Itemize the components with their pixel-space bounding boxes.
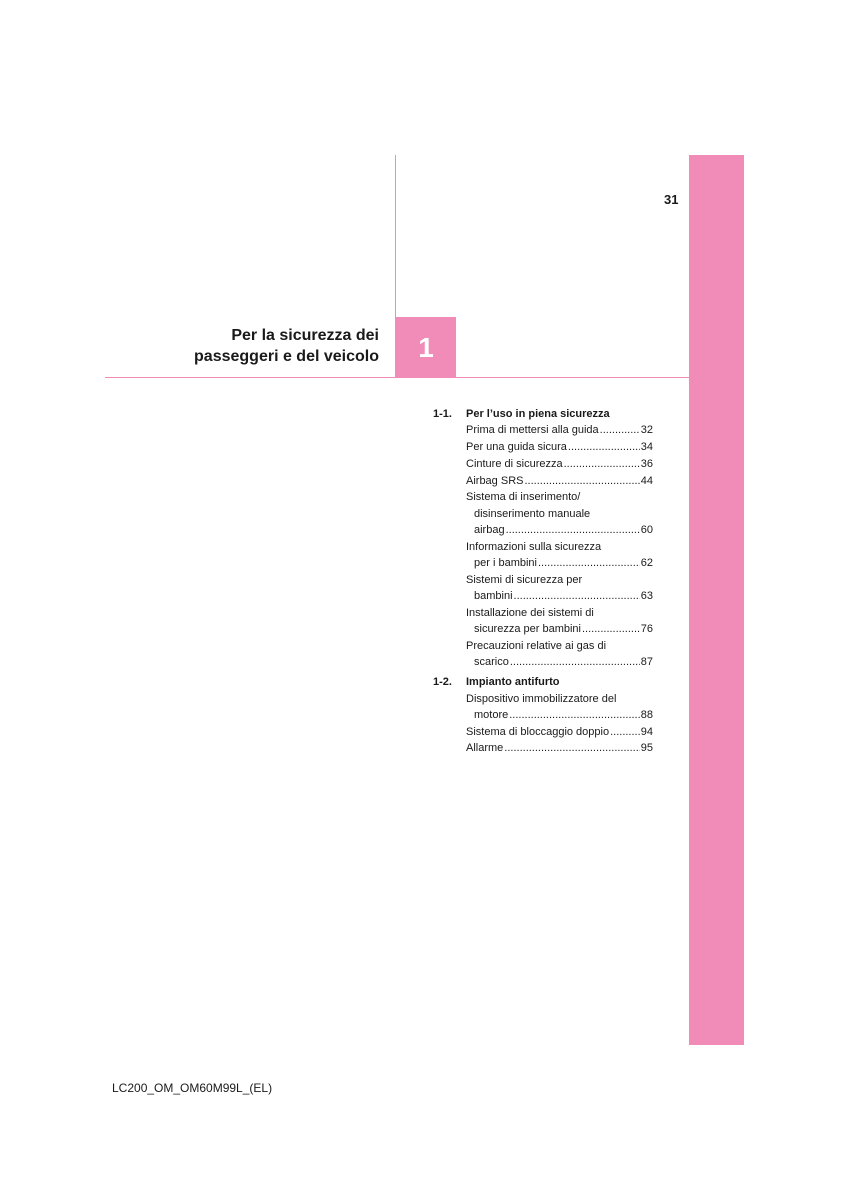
toc-section-heading	[433, 674, 653, 690]
toc-entry-text: Precauzioni relative ai gas di	[466, 640, 607, 653]
chapter-number-box	[396, 317, 456, 378]
toc-dot-leader	[610, 724, 640, 740]
toc-page-number: 88	[640, 708, 653, 721]
toc-entry-line	[466, 439, 653, 455]
toc-entry[interactable]	[433, 473, 653, 489]
toc-entry-line	[466, 707, 653, 723]
toc-entry-line	[466, 506, 653, 522]
toc-dot-leader	[510, 654, 640, 670]
chapter-number: 1	[418, 331, 434, 363]
toc-page-number: 87	[640, 656, 653, 669]
toc-entry[interactable]	[433, 638, 653, 671]
toc-entry[interactable]	[433, 422, 653, 438]
toc-page-number: 63	[640, 590, 653, 603]
toc-entry[interactable]	[433, 605, 653, 638]
toc-entry-line	[466, 473, 653, 489]
toc-entry-text: bambini	[474, 590, 513, 603]
toc-entry-line	[466, 588, 653, 604]
toc-dot-leader	[524, 473, 639, 489]
toc-dot-leader	[600, 422, 640, 438]
toc-page-number: 34	[640, 441, 653, 454]
toc-page-number: 94	[640, 725, 653, 738]
toc-entry[interactable]	[433, 740, 653, 756]
toc-entry-text: airbag	[474, 524, 505, 537]
toc-page-number: 76	[640, 623, 653, 636]
toc-entry-text: disinserimento manuale	[474, 507, 591, 520]
toc-entry-text: motore	[474, 708, 509, 721]
toc-entry[interactable]	[433, 456, 653, 472]
chapter-side-tab	[689, 155, 744, 1045]
toc-dot-leader	[564, 456, 640, 472]
toc-entry-text: Sistema di bloccaggio doppio	[466, 725, 610, 738]
toc-entry-line	[466, 572, 653, 588]
toc-page-number: 95	[640, 742, 653, 755]
toc-dot-leader	[514, 588, 640, 604]
toc-dot-leader	[582, 621, 640, 637]
toc-section-title: Impianto antifurto	[466, 676, 560, 689]
toc-entry-text: Installazione dei sistemi di	[466, 607, 594, 620]
toc-entry-text: Dispositivo immobilizzatore del	[466, 692, 617, 705]
toc-entry[interactable]	[433, 489, 653, 538]
toc-entry[interactable]	[433, 539, 653, 572]
toc-entry[interactable]	[433, 439, 653, 455]
toc-entry-text: Informazioni sulla sicurezza	[466, 540, 602, 553]
toc-entry-text: Cinture di sicurezza	[466, 457, 563, 470]
toc-entry-line	[466, 555, 653, 571]
toc-page-number: 62	[640, 557, 653, 570]
footer-document-code: LC200_OM_OM60M99L_(EL)	[112, 1081, 273, 1095]
toc-entry-text: scarico	[474, 656, 509, 669]
toc-entry-line	[466, 740, 653, 756]
toc-entry-text: Prima di mettersi alla guida	[466, 424, 599, 437]
toc-dot-leader	[504, 740, 639, 756]
toc-entry-line	[466, 638, 653, 654]
toc-section-title: Per l’uso in piena sicurezza	[466, 408, 610, 420]
toc-entry-text: Airbag SRS	[466, 474, 524, 487]
toc-entry-line	[466, 456, 653, 472]
toc-entry-line	[466, 724, 653, 740]
toc-entry-text: per i bambini	[474, 557, 537, 570]
toc-section-heading	[433, 406, 653, 422]
toc-page-number: 60	[640, 524, 653, 537]
toc-entry-text: Allarme	[466, 742, 504, 755]
toc-page-number: 32	[640, 424, 653, 437]
toc-entry-line	[466, 539, 653, 555]
chapter-title-line-2: passeggeri e del veicolo	[194, 348, 379, 365]
toc-entry-line	[466, 489, 653, 505]
toc-dot-leader	[506, 522, 640, 538]
toc-entry-line	[466, 654, 653, 670]
toc-entry-text: sicurezza per bambini	[474, 623, 581, 636]
toc-section-number: 1-2.	[433, 676, 452, 689]
chapter-title-line-1: Per la sicurezza dei	[231, 327, 379, 344]
toc-entry-line	[466, 621, 653, 637]
toc-entry[interactable]	[433, 724, 653, 740]
toc-entry-text: Sistemi di sicurezza per	[466, 573, 583, 586]
toc-entry[interactable]	[433, 572, 653, 605]
toc-entry-line	[466, 605, 653, 621]
page-number: 31	[664, 192, 679, 207]
toc-entry[interactable]	[433, 691, 653, 724]
toc-page-number: 36	[640, 457, 653, 470]
table-of-contents	[433, 406, 653, 757]
toc-section-number: 1-1.	[433, 408, 452, 420]
chapter-title	[194, 325, 379, 367]
toc-entry-line	[466, 522, 653, 538]
toc-dot-leader	[509, 707, 640, 723]
toc-entry-line	[466, 422, 653, 438]
toc-page-number: 44	[640, 474, 653, 487]
toc-dot-leader	[538, 555, 640, 571]
toc-dot-leader	[568, 439, 640, 455]
toc-entry-text: Sistema di inserimento/	[466, 491, 581, 504]
toc-entry-text: Per una guida sicura	[466, 441, 567, 454]
toc-entry-line	[466, 691, 653, 707]
